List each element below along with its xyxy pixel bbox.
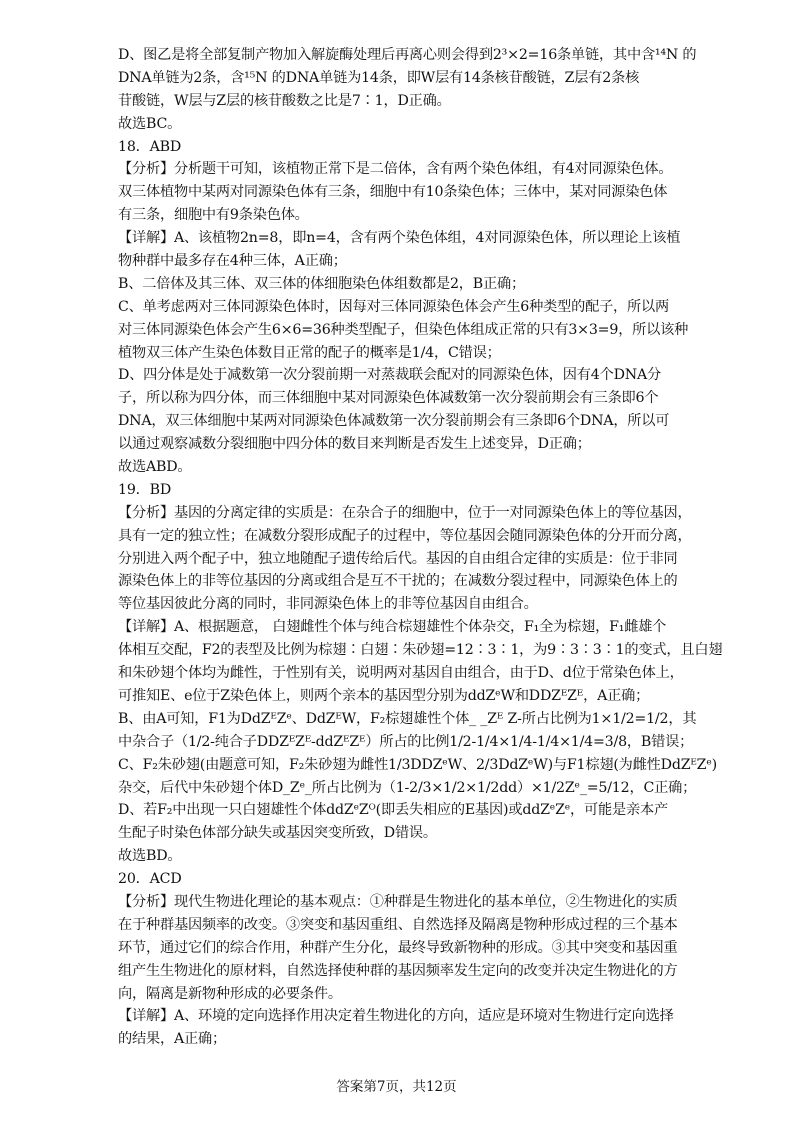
text-line: 苷酸链，W层与Z层的核苷酸数之比是7∶1，D正确。	[118, 92, 451, 109]
text-line: D、图乙是将全部复制产物加入解旋酶处理后再离心则会得到2³×2=16条单链，其中含¹⁴N 的	[118, 47, 697, 63]
text-line: DNA单链为2条，含¹⁵N 的DNA单链为14条，即W层有14条核苷酸链，Z层有2条核	[118, 69, 640, 86]
text-line: 【详解】A、环境的定向选择作用决定着生物进化的方向，适应是环境对生物进行定向选择	[118, 1008, 674, 1025]
text-line: 故选ABD。	[118, 459, 192, 476]
text-line: 【分析】基因的分离定律的实质是：在杂合子的细胞中，位于一对同源染色体上的等位基因，	[118, 504, 692, 521]
text-line: 有三条，细胞中有9条染色体。	[118, 207, 309, 224]
text-line: 体相互交配，F2的表型及比例为棕翅∶白翅∶朱砂翅=12∶3∶1，为9∶3∶3∶1的变式，且白翅	[118, 642, 723, 659]
text-line: 杂交，后代中朱砂翅个体D_Zᵉ_所占比例为（1-2/3×1/2×1/2dd）×1/2Zᵉ_=5/12，C正确；	[118, 779, 697, 796]
text-line: D、若F₂中出现一只白翅雄性个体ddZᵉZᴼ(即丢失相应的E基因)或ddZᵉZᵉ，可能是亲本产	[118, 802, 668, 819]
text-line: B、由A可知，F1为DdZᴱZᵉ、DdZᴱW，F₂棕翅雄性个体_ _Zᴱ Z-所占比例为1×1/2=1/2，其	[118, 710, 697, 727]
text-line: C、F₂朱砂翅(由题意可知，F₂朱砂翅为雌性1/3DDZᵉW、2/3DdZᵉW)与F1棕翅(为雌性DdZᴱZᵉ)	[118, 756, 717, 773]
text-line: 双三体植物中某两对同源染色体有三条，细胞中有10条染色体；三体中，某对同源染色体	[118, 184, 668, 201]
text-line: 19．BD	[118, 481, 172, 498]
text-line: 组产生生物进化的原材料，自然选择使种群的基因频率发生定向的改变并决定生物进化的方	[118, 962, 678, 979]
text-line: 【分析】现代生物进化理论的基本观点：①种群是生物进化的基本单位，②生物进化的实质	[118, 893, 678, 910]
text-line: 故选BC。	[118, 115, 182, 132]
text-line: 20．ACD	[118, 871, 182, 888]
text-line: 【详解】A、该植物2n=8，即n=4，含有两个染色体组，4对同源染色体，所以理论上该植	[118, 230, 681, 247]
text-line: C、单考虑两对三体同源染色体时，因每对三体同源染色体会产生6种类型的配子，所以两	[118, 298, 670, 315]
text-line: 18．ABD	[118, 138, 182, 155]
text-line: 源染色体上的非等位基因的分离或组合是互不干扰的；在减数分裂过程中，同源染色体上的	[118, 573, 678, 590]
text-line: 对三体同源染色体会产生6×6=36种类型配子，但染色体组成正常的只有3×3=9，所以该种	[118, 321, 689, 338]
text-line: 植物双三体产生染色体数目正常的配子的概率是1/4，C错误；	[118, 344, 501, 361]
text-line: 等位基因彼此分离的同时，非同源染色体上的非等位基因自由组合。	[118, 596, 538, 613]
text-line: 【详解】A、根据题意， 白翅雌性个体与纯合棕翅雄性个体杂交，F₁全为棕翅，F₁雌雄个	[118, 619, 667, 636]
text-line: B、二倍体及其三体、双三体的体细胞染色体组数都是2，B正确；	[118, 275, 525, 292]
text-line: 物种群中最多存在4种三体，A正确；	[118, 253, 347, 270]
text-line: 分别进入两个配子中，独立地随配子遗传给后代。基因的自由组合定律的实质是：位于非同	[118, 550, 678, 567]
text-line: 【分析】分析题干可知，该植物正常下是二倍体，含有两个染色体组，有4对同源染色体。	[118, 161, 673, 178]
text-line: D、四分体是处于减数第一次分裂前期一对蒸裁联会配对的同源染色体，因有4个DNA分	[118, 367, 662, 384]
text-line: 和朱砂翅个体均为雌性，于性别有关，说明两对基因自由组合，由于D、d位于常染色体上，	[118, 665, 684, 682]
page-footer: 答案第7页，共12页	[336, 1079, 457, 1095]
text-line: 可推知E、e位于Z染色体上，则两个亲本的基因型分别为ddZᵉW和DDZᴱZᴱ，A正确；	[118, 687, 650, 704]
text-line: 子，所以称为四分体，而三体细胞中某对同源染色体减数第一次分裂前期会有三条即6个	[118, 390, 659, 407]
text-line: 向，隔离是新物种形成的必要条件。	[118, 985, 342, 1002]
text-line: 以通过观察减数分裂细胞中四分体的数目来判断是否发生上述变异，D正确；	[118, 436, 591, 453]
text-line: 环节，通过它们的综合作用，种群产生分化，最终导致新物种的形成。③其中突变和基因重	[118, 939, 678, 956]
text-line: DNA，双三体细胞中某两对同源染色体减数第一次分裂前期会有三条即6个DNA，所以可	[118, 413, 670, 430]
text-line: 在于种群基因频率的改变。③突变和基因重组、自然选择及隔离是物种形成过程的三个基本	[118, 916, 678, 933]
text-line: 故选BD。	[118, 848, 182, 865]
text-line: 具有一定的独立性；在减数分裂形成配子的过程中，等位基因会随同源染色体的分开而分离，	[118, 527, 692, 544]
text-line: 生配子时染色体部分缺失或基因突变所致，D错误。	[118, 825, 437, 842]
text-line: 中杂合子（1/2-纯合子DDZᴱZᴱ-ddZᴱZᴱ）所占的比例1/2-1/4×1/4-1/4×1/4=3/8，B错误；	[118, 733, 694, 750]
text-line: 的结果，A正确；	[118, 1031, 226, 1048]
document-body	[118, 44, 723, 1051]
